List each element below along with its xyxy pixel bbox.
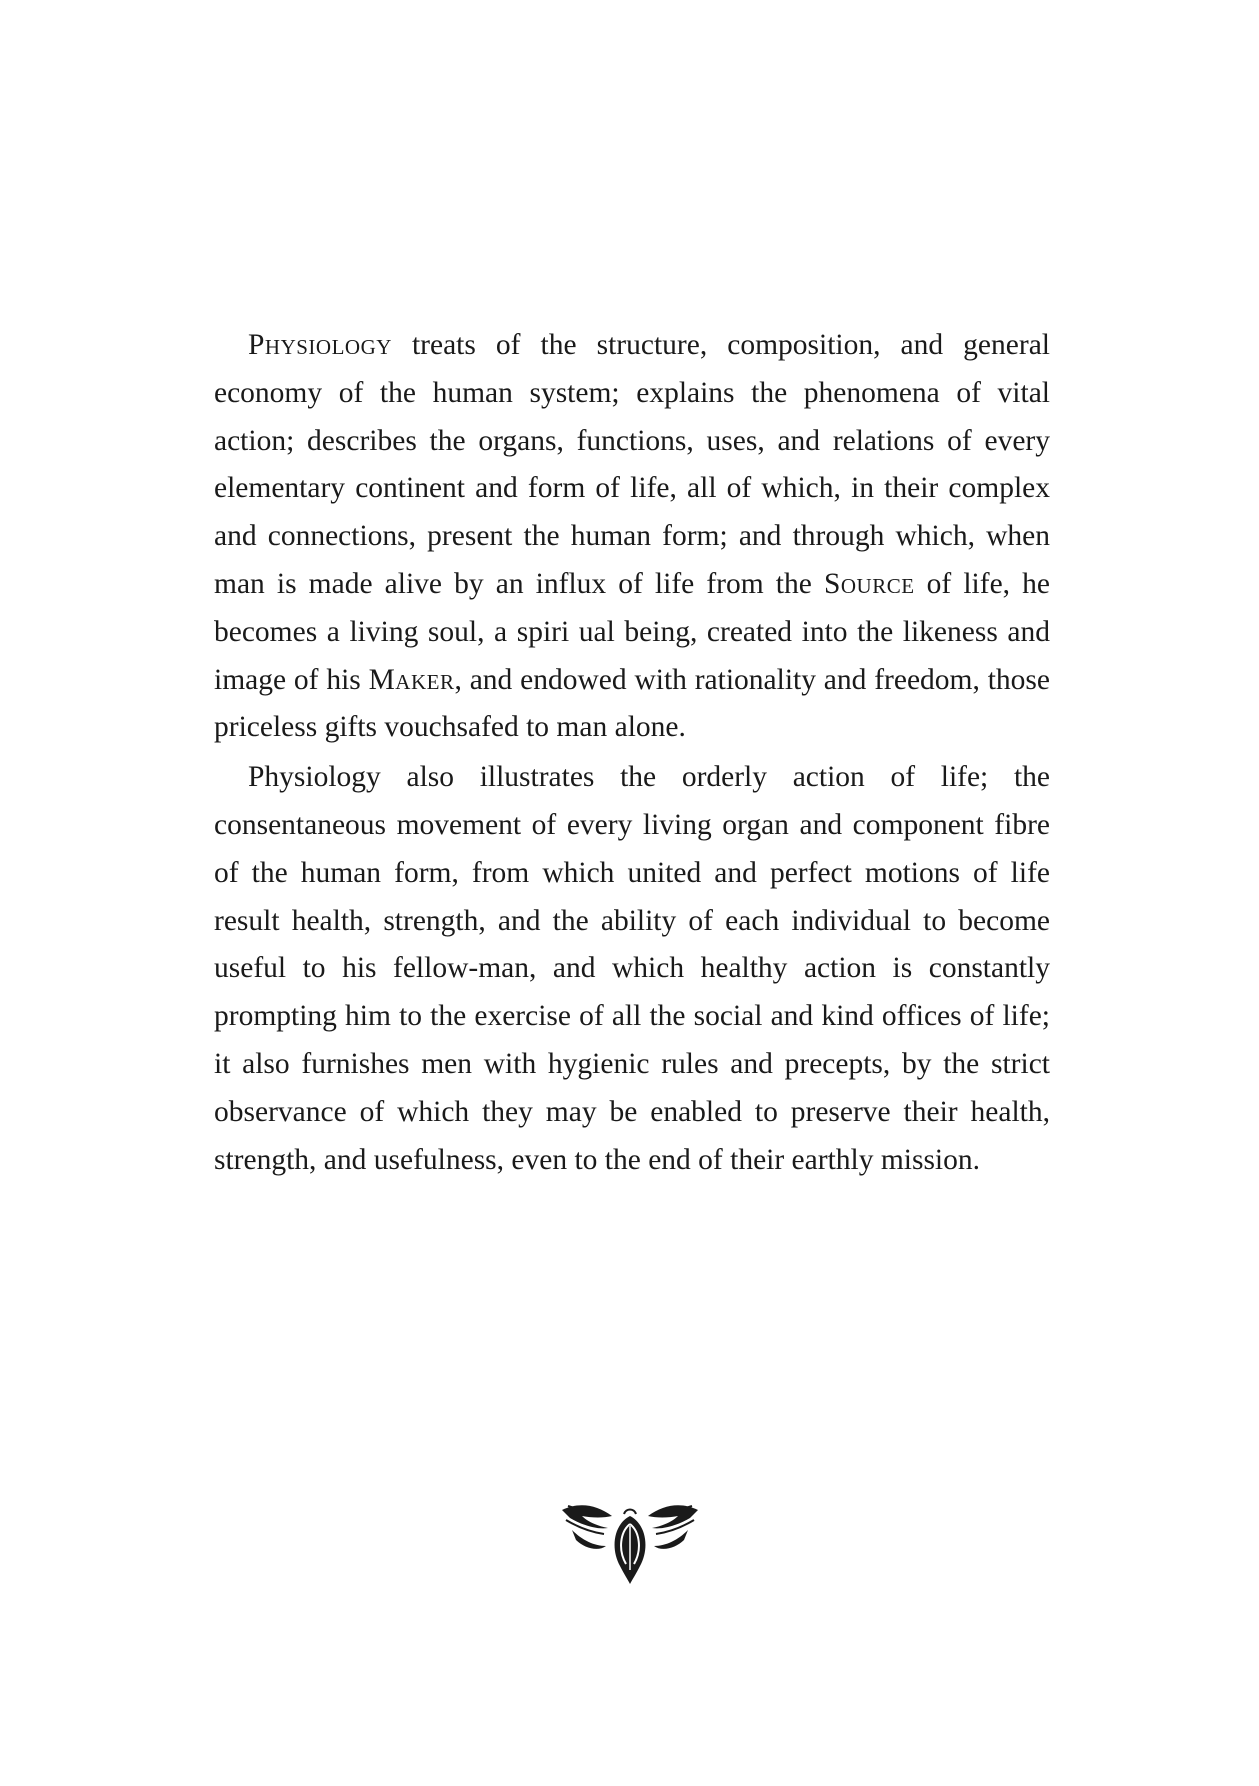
paragraph-text-c: , and endowed with rationality and freedom, those priceless gifts vouchsafed to man alone. — [214, 663, 1050, 744]
paragraph-text-b: of life, he becomes a living soul, a spiri ual being, created into the likeness and image of his — [214, 567, 1050, 696]
paragraph-text-a: treats of the structure, composition, and general economy of the human system; explains the phenomena of vital action; describes the organs, functions, uses, and relations of every elementary continent and form of life, all of which, in their complex and connections, present the human form; and through which, when man is made alive by an influx of life from the — [214, 329, 1050, 600]
source-word: Source — [823, 567, 915, 600]
paragraph-physiology-definition — [214, 322, 1050, 752]
paragraph-physiology-action: Physiology also illustrates the orderly action of life; the consentaneous movement of every living organ and component fibre of the human form, from which united and perfect motions of life result health, strength, and the ability of each individual to become useful to his fellow-man, and which healthy action is constantly prompting him to the exercise of all the social and kind offices of life; it also furnishes men with hygienic rules and precepts, by the strict observance of which they may be enabled to preserve their health, strength, and usefulness, even to the end of their earthly mission. — [214, 761, 1050, 1176]
lead-word: Physiology — [248, 329, 392, 361]
floral-tailpiece-icon — [558, 1496, 702, 1586]
maker-word: Maker — [368, 663, 455, 696]
body-text — [214, 322, 1050, 1184]
